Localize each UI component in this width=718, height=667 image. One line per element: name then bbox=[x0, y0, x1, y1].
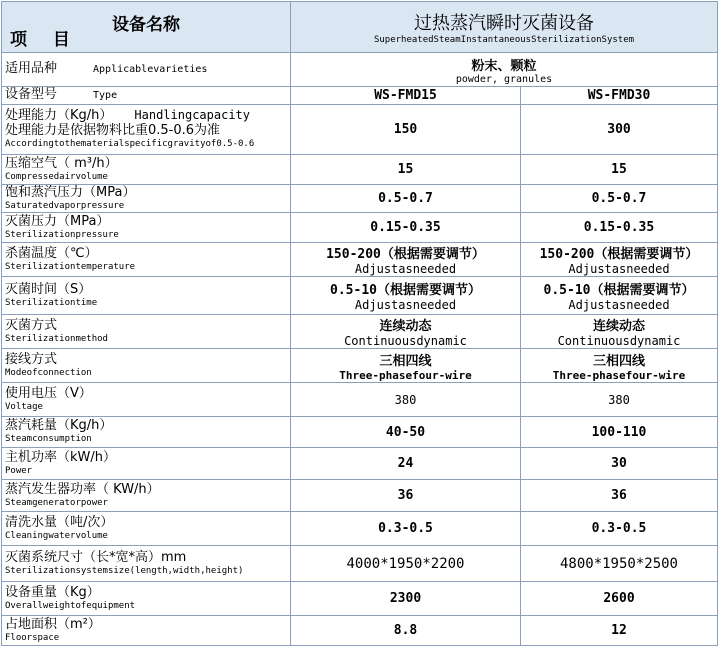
row-value-col1 bbox=[291, 315, 521, 349]
row-label-cn2: 处理能力是依据物料比重0.5-0.6为准 bbox=[5, 123, 221, 139]
row-value-col1 bbox=[291, 616, 521, 646]
row-label-cell bbox=[2, 383, 291, 417]
header-corner-cell bbox=[2, 2, 291, 53]
row-value-col1 bbox=[291, 349, 521, 383]
row-value-main: 0.3-0.5 bbox=[378, 521, 433, 536]
model-label-cell bbox=[2, 87, 291, 105]
row-value-main: 2300 bbox=[389, 591, 422, 606]
spec-row bbox=[2, 213, 718, 243]
applicable-label-cell bbox=[2, 53, 291, 87]
row-value-main: 0.5-0.7 bbox=[378, 191, 433, 206]
spec-row bbox=[2, 417, 718, 448]
row-value-col2 bbox=[521, 105, 718, 155]
row-label-en: Saturatedvaporpressure bbox=[5, 200, 125, 211]
row-label-en: Steamconsumption bbox=[5, 434, 92, 445]
row-value-col1 bbox=[291, 546, 521, 582]
row-value-col1 bbox=[291, 105, 521, 155]
row-label-cell bbox=[2, 243, 291, 277]
row-label-cn: 灭菌压力（MPa） bbox=[5, 213, 110, 229]
row-label-en: Modeofconnection bbox=[5, 367, 92, 378]
applicable-label-en: Applicablevarieties bbox=[93, 64, 208, 76]
row-label-extra: Handlingcapacity bbox=[134, 108, 250, 123]
row-value-main: 15 bbox=[611, 162, 627, 177]
spec-row bbox=[2, 582, 718, 616]
row-value-col1 bbox=[291, 277, 521, 315]
row-value-col1 bbox=[291, 512, 521, 546]
row-label-en: Voltage bbox=[5, 401, 43, 412]
row-value-col2 bbox=[521, 546, 718, 582]
row-label-cell bbox=[2, 277, 291, 315]
row-label-en: Sterilizationsystemsize(length,width,height) bbox=[5, 565, 244, 576]
spec-row bbox=[2, 480, 718, 512]
spec-row bbox=[2, 616, 718, 646]
row-value-sub: Continuousdynamic bbox=[344, 334, 467, 348]
applicable-value-cn: 粉末、颗粒 bbox=[471, 58, 537, 74]
row-value-main: 15 bbox=[397, 162, 414, 177]
row-value-col1 bbox=[291, 417, 521, 448]
row-label-cn: 饱和蒸汽压力（MPa） bbox=[5, 184, 136, 200]
row-label-cn: 处理能力（Kg/h） bbox=[5, 108, 113, 124]
row-label-cell bbox=[2, 582, 291, 616]
row-value-col2 bbox=[521, 582, 718, 616]
row-label-cn: 设备重量（Kg） bbox=[5, 584, 100, 600]
row-label-en: Accordingtothematerialspecificgravityof0.5-0.6 bbox=[5, 139, 255, 150]
spec-row bbox=[2, 512, 718, 546]
row-label-en: Floorspace bbox=[5, 632, 60, 643]
row-value-col1 bbox=[291, 243, 521, 277]
spec-row bbox=[2, 277, 718, 315]
row-value-col2 bbox=[521, 277, 718, 315]
row-value-col2 bbox=[521, 315, 718, 349]
row-value-main: 0.15-0.35 bbox=[583, 220, 655, 235]
row-label-cell bbox=[2, 417, 291, 448]
row-value-main: 40-50 bbox=[385, 424, 426, 440]
row-label-cn: 接线方式 bbox=[5, 351, 58, 367]
row-label-en: Sterilizationpressure bbox=[5, 229, 119, 240]
spec-row bbox=[2, 243, 718, 277]
row-label-en: Overallweightofequipment bbox=[5, 600, 136, 611]
row-value-main: 36 bbox=[611, 488, 627, 503]
row-value-main: 36 bbox=[397, 488, 414, 503]
row-value-col2 bbox=[521, 155, 718, 185]
row-value-col2 bbox=[521, 185, 718, 213]
row-value-col2 bbox=[521, 383, 718, 417]
row-value-main: 连续动态 bbox=[379, 319, 432, 334]
row-value-col1 bbox=[291, 213, 521, 243]
row-label-cn: 清洗水量（吨/次） bbox=[5, 514, 114, 530]
equipment-name-label: 设备名称 bbox=[112, 15, 180, 35]
row-value-col1 bbox=[291, 185, 521, 213]
row-label-cn: 蒸汽耗量（Kg/h） bbox=[5, 418, 113, 434]
row-value-main: 300 bbox=[607, 122, 631, 137]
row-value-col2 bbox=[521, 213, 718, 243]
spec-row bbox=[2, 315, 718, 349]
applicable-value-cell bbox=[291, 53, 718, 87]
row-label-en: Steamgeneratorpower bbox=[5, 497, 108, 508]
row-value-sub: Continuousdynamic bbox=[557, 334, 681, 348]
row-label-en: Sterilizationtemperature bbox=[5, 261, 136, 272]
row-value-main: 24 bbox=[397, 456, 414, 471]
row-label-cell bbox=[2, 349, 291, 383]
title-cn: 过热蒸汽瞬时灭菌设备 bbox=[414, 13, 594, 34]
row-label-cell bbox=[2, 105, 291, 155]
spec-rows bbox=[2, 105, 718, 646]
row-label-cn: 杀菌温度（℃） bbox=[5, 245, 98, 261]
row-label-cell bbox=[2, 448, 291, 480]
row-value-col2 bbox=[521, 616, 718, 646]
row-value-main: 8.8 bbox=[393, 623, 418, 638]
row-label-cn: 灭菌系统尺寸（长*宽*高）mm bbox=[5, 549, 187, 565]
item-label: 项 目 bbox=[10, 30, 80, 50]
row-value-main: 连续动态 bbox=[592, 319, 645, 334]
title-cell bbox=[291, 2, 718, 53]
row-label-cell bbox=[2, 315, 291, 349]
spec-row bbox=[2, 383, 718, 417]
row-value-main: 30 bbox=[611, 456, 627, 471]
row-label-cn: 压缩空气（ m³/h） bbox=[5, 155, 118, 171]
row-label-cn: 主机功率（kW/h） bbox=[5, 449, 117, 465]
model-label-en: Type bbox=[93, 90, 118, 102]
spec-row bbox=[2, 155, 718, 185]
row-value-main: 150-200（根据需要调节） bbox=[326, 247, 485, 262]
row-label-cn: 灭菌时间（S） bbox=[5, 281, 92, 297]
row-label-cn: 占地面积（m²） bbox=[5, 616, 101, 632]
row-label-cn: 蒸汽发生器功率（ KW/h） bbox=[5, 481, 160, 497]
row-label-cell bbox=[2, 546, 291, 582]
row-label-cell bbox=[2, 155, 291, 185]
row-label-cn: 灭菌方式 bbox=[5, 317, 58, 333]
row-value-main: 三相四线 bbox=[592, 353, 645, 369]
row-value-main: 12 bbox=[611, 623, 627, 638]
row-value-main: 2600 bbox=[603, 591, 635, 606]
row-value-col2 bbox=[521, 417, 718, 448]
row-value-main: 150 bbox=[393, 122, 418, 137]
applicable-value-en: powder, granules bbox=[455, 73, 553, 85]
row-value-col1 bbox=[291, 582, 521, 616]
spec-table bbox=[1, 1, 718, 646]
row-label-cell bbox=[2, 616, 291, 646]
row-label-en: Sterilizationtime bbox=[5, 297, 98, 308]
row-value-col1 bbox=[291, 480, 521, 512]
row-value-col1 bbox=[291, 155, 521, 185]
model-col2: WS-FMD30 bbox=[521, 87, 718, 105]
row-label-cell bbox=[2, 480, 291, 512]
row-value-main: 380 bbox=[394, 392, 417, 407]
title-en: SuperheatedSteamInstantaneousSterilizationSystem bbox=[373, 35, 635, 45]
row-value-sub: Three-phasefour-wire bbox=[339, 368, 472, 382]
applicable-label-cn: 适用品种 bbox=[5, 61, 58, 77]
spec-row bbox=[2, 185, 718, 213]
row-value-main: 4000*1950*2200 bbox=[346, 555, 465, 572]
row-label-cell bbox=[2, 213, 291, 243]
row-value-main: 4800*1950*2500 bbox=[559, 555, 678, 572]
row-label-en: Sterilizationmethod bbox=[5, 333, 108, 344]
model-label-cn: 设备型号 bbox=[5, 87, 58, 103]
row-value-main: 0.3-0.5 bbox=[591, 521, 647, 536]
row-value-sub: Adjustasneeded bbox=[568, 298, 670, 312]
row-value-main: 100-110 bbox=[591, 424, 647, 440]
row-value-main: 三相四线 bbox=[379, 353, 432, 369]
row-value-main: 0.5-10（根据需要调节） bbox=[330, 283, 481, 298]
row-value-col2 bbox=[521, 480, 718, 512]
row-value-main: 380 bbox=[608, 392, 630, 407]
row-value-main: 150-200（根据需要调节） bbox=[539, 247, 699, 262]
row-value-sub: Three-phasefour-wire bbox=[552, 368, 686, 382]
row-label-en: Cleaningwatervolume bbox=[5, 530, 108, 541]
row-value-sub: Adjustasneeded bbox=[568, 262, 670, 276]
row-value-col1 bbox=[291, 448, 521, 480]
row-label-cell bbox=[2, 185, 291, 213]
row-label-cn: 使用电压（V） bbox=[5, 385, 92, 401]
spec-row bbox=[2, 546, 718, 582]
row-value-main: 0.5-10（根据需要调节） bbox=[543, 283, 695, 298]
row-value-main: 0.15-0.35 bbox=[370, 220, 441, 235]
row-value-col2 bbox=[521, 243, 718, 277]
row-value-col2 bbox=[521, 349, 718, 383]
row-value-col1 bbox=[291, 383, 521, 417]
row-label-en: Power bbox=[5, 465, 33, 476]
row-value-col2 bbox=[521, 448, 718, 480]
row-value-sub: Adjustasneeded bbox=[354, 298, 457, 312]
row-value-sub: Adjustasneeded bbox=[354, 262, 457, 276]
row-label-en: Compressedairvolume bbox=[5, 171, 108, 182]
spec-row bbox=[2, 448, 718, 480]
model-col1: WS-FMD15 bbox=[291, 87, 521, 105]
spec-row bbox=[2, 105, 718, 155]
row-label-cell bbox=[2, 512, 291, 546]
row-value-col2 bbox=[521, 512, 718, 546]
spec-row bbox=[2, 349, 718, 383]
row-value-main: 0.5-0.7 bbox=[591, 191, 647, 206]
